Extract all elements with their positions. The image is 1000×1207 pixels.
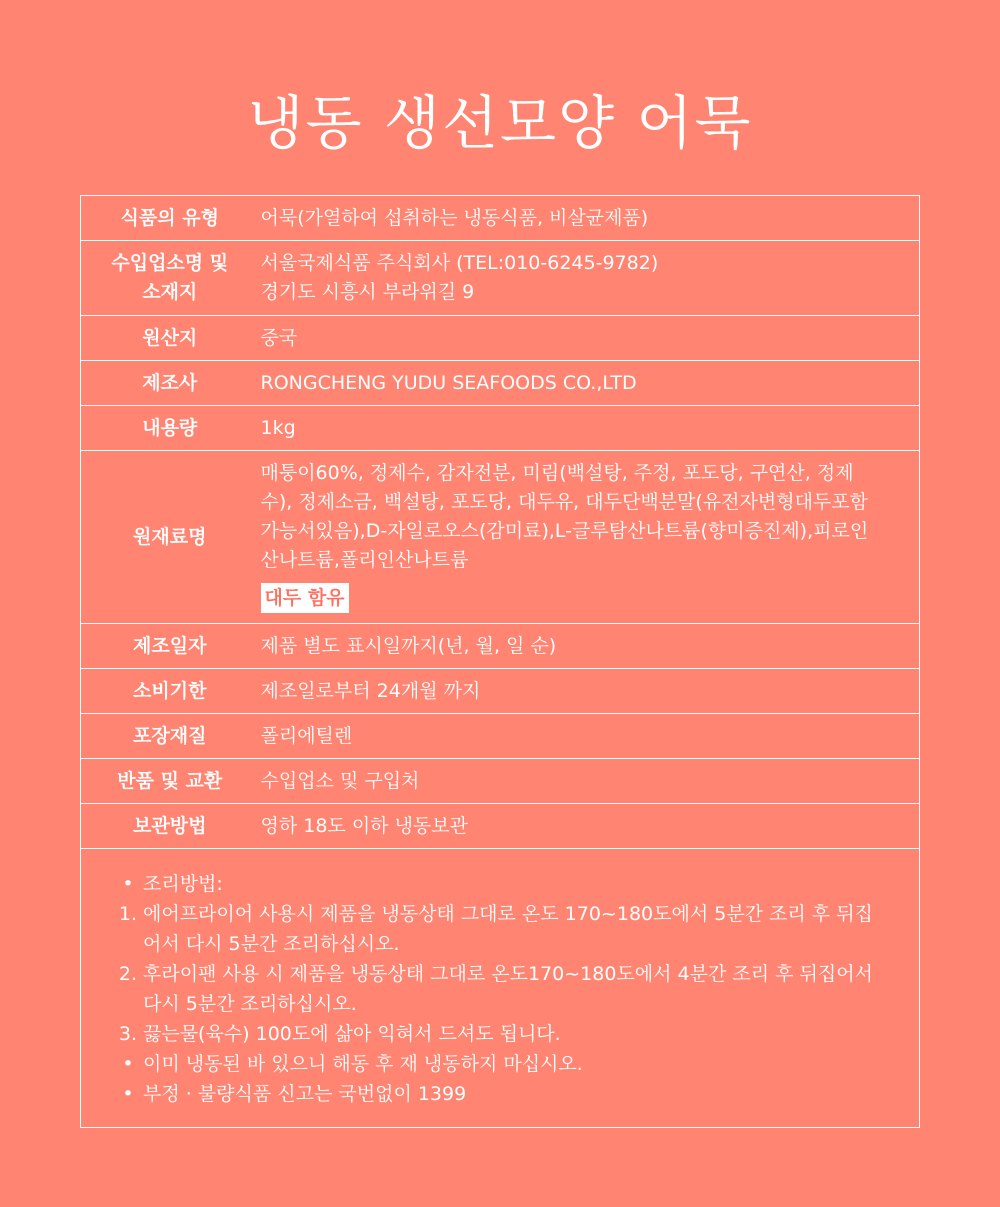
list-item — [113, 959, 889, 1019]
row-value-net-weight: 1kg — [259, 406, 920, 451]
table-row — [81, 316, 920, 361]
row-value-packaging: 폴리에틸렌 — [259, 714, 920, 759]
number-marker: 2. — [118, 963, 138, 985]
row-label-importer-line2: 소재지 — [142, 281, 198, 303]
table-row — [81, 624, 920, 669]
notes-list — [113, 869, 889, 1109]
table-row — [81, 406, 920, 451]
row-label-net-weight: 내용량 — [81, 406, 259, 451]
list-item — [113, 1079, 889, 1109]
note-text: 후라이팬 사용 시 제품을 냉동상태 그대로 온도170~180도에서 4분간 조리 후 뒤집어서 다시 5분간 조리하십시오. — [143, 963, 873, 1015]
row-value-ingredients — [259, 451, 920, 624]
notes-cell — [81, 849, 920, 1128]
row-value-manufacture-date: 제품 별도 표시일까지(년, 월, 일 순) — [259, 624, 920, 669]
row-label-storage: 보관방법 — [81, 804, 259, 849]
list-item — [113, 899, 889, 959]
ingredients-text: 매퉁이60%, 정제수, 감자전분, 미림(백설탕, 주정, 포도당, 구연산, 정제수), 정제소금, 백설탕, 포도당, 대두유, 대두단백분말(유전자변형대두포함가능서있음),D-자일로오스(감미료),L-글루탐산나트륨(향미증진제),피로인산나트륨,폴리인산나트륨 — [260, 462, 869, 571]
table-row — [81, 361, 920, 406]
row-value-origin: 중국 — [259, 316, 920, 361]
page-title: 냉동 생선모양 어묵 — [247, 89, 753, 157]
row-value-returns: 수입업소 및 구입처 — [259, 759, 920, 804]
row-value-storage: 영하 18도 이하 냉동보관 — [259, 804, 920, 849]
number-marker: 3. — [118, 1023, 138, 1045]
number-marker: 1. — [118, 903, 138, 925]
row-label-importer-line1: 수입업소명 및 — [111, 252, 229, 274]
table-row — [81, 451, 920, 624]
note-text: 부정 · 불량식품 신고는 국번없이 1399 — [143, 1083, 467, 1105]
bullet-marker: • — [122, 873, 134, 895]
list-item — [113, 869, 889, 899]
row-value-manufacturer: RONGCHENG YUDU SEAFOODS CO.,LTD — [259, 361, 920, 406]
row-value-importer — [259, 241, 920, 316]
importer-name: 서울국제식품 주식회사 (TEL:010-6245-9782) — [260, 252, 659, 274]
list-item — [113, 1019, 889, 1049]
importer-address: 경기도 시흥시 부라위길 9 — [260, 281, 475, 303]
row-label-importer — [81, 241, 259, 316]
row-label-food-type: 식품의 유형 — [81, 196, 259, 241]
row-label-manufacture-date: 제조일자 — [81, 624, 259, 669]
row-value-food-type: 어묵(가열하여 섭취하는 냉동식품, 비살균제품) — [259, 196, 920, 241]
note-text: 이미 냉동된 바 있으니 해동 후 재 냉동하지 마십시오. — [143, 1053, 583, 1075]
row-label-origin: 원산지 — [81, 316, 259, 361]
row-value-expiry: 제조일로부터 24개월 까지 — [259, 669, 920, 714]
table-row — [81, 669, 920, 714]
note-text: 끓는물(육수) 100도에 삶아 익혀서 드셔도 됩니다. — [143, 1023, 561, 1045]
table-row — [81, 804, 920, 849]
row-label-ingredients: 원재료명 — [81, 451, 259, 624]
list-item — [113, 1049, 889, 1079]
table-row — [81, 714, 920, 759]
bullet-marker: • — [122, 1083, 134, 1105]
row-label-packaging: 포장재질 — [81, 714, 259, 759]
product-info-table — [80, 195, 920, 1128]
table-row — [81, 241, 920, 316]
table-row — [81, 196, 920, 241]
bullet-marker: • — [122, 1053, 134, 1075]
note-text: 에어프라이어 사용시 제품을 냉동상태 그대로 온도 170~180도에서 5분간 조리 후 뒤집어서 다시 5분간 조리하십시오. — [143, 903, 873, 955]
notes-row — [81, 849, 920, 1128]
table-row — [81, 759, 920, 804]
row-label-expiry: 소비기한 — [81, 669, 259, 714]
row-label-returns: 반품 및 교환 — [81, 759, 259, 804]
row-label-manufacturer: 제조사 — [81, 361, 259, 406]
allergen-badge: 대두 함유 — [261, 583, 349, 613]
note-text: 조리방법: — [143, 873, 223, 895]
